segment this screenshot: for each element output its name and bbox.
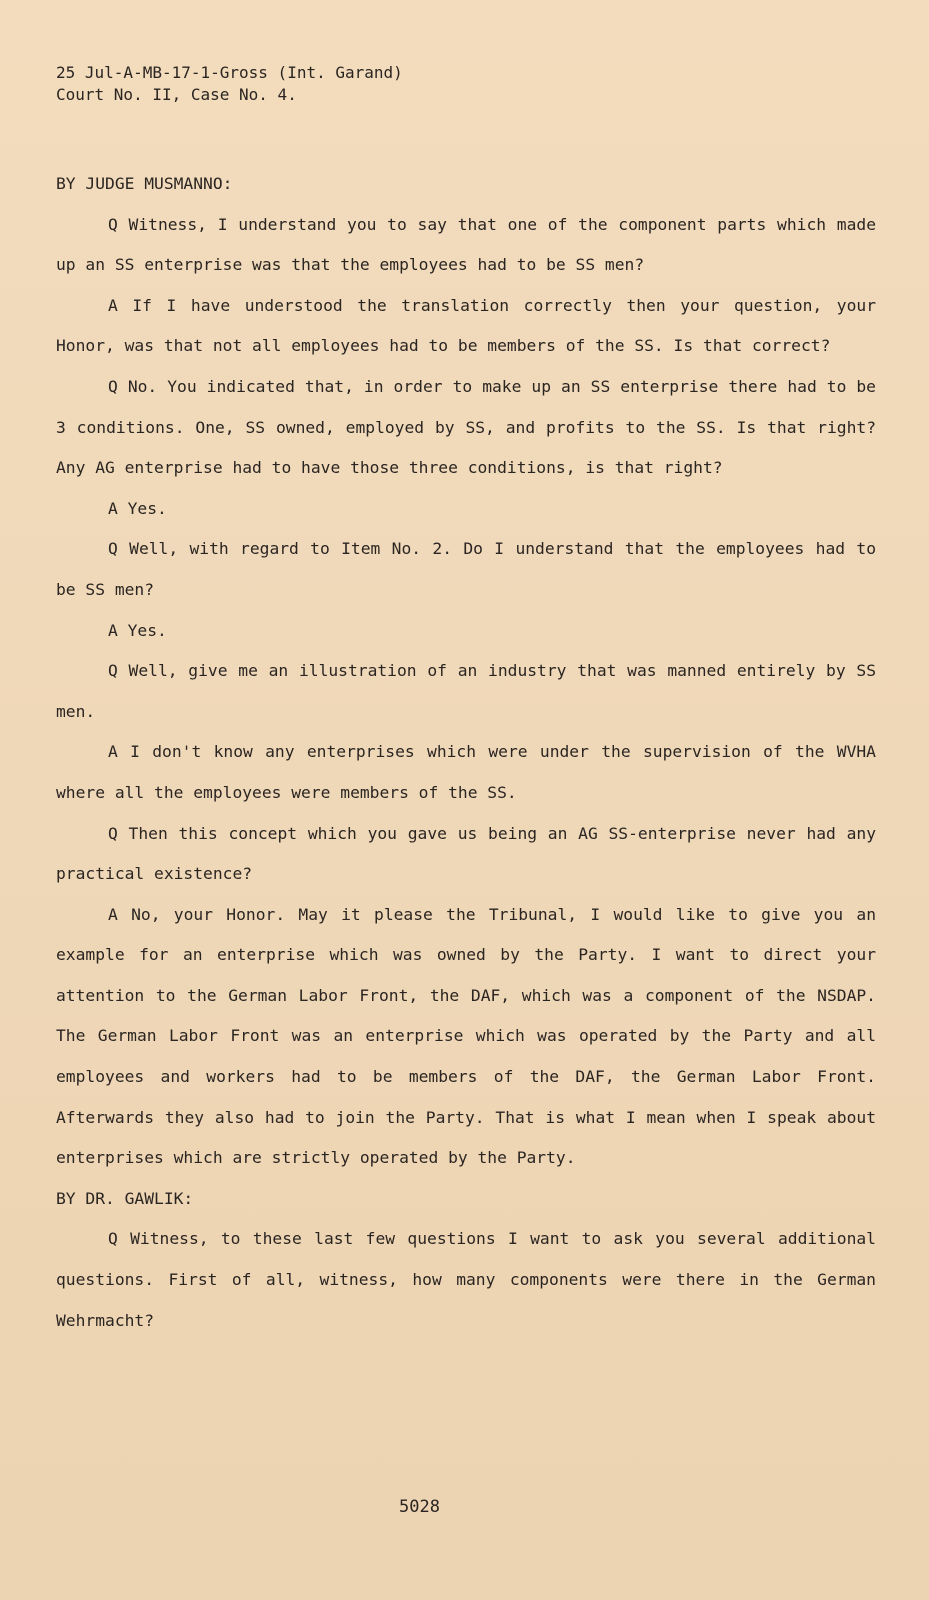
page-number	[0, 1497, 929, 1517]
transcript-paragraph: A If I have understood the translation correctly then your question, your Honor, was that not all employees had to be members of the SS. Is that correct?	[56, 295, 876, 356]
document-header	[56, 62, 403, 106]
transcript-paragraph: A I don't know any enterprises which were under the supervision of the WVHA where all the employees were members of the SS.	[56, 742, 876, 802]
header-case-reference: 25 Jul-A-MB-17-1-Gross (Int. Garand)	[56, 63, 403, 82]
header-court-case: Court No. II, Case No. 4.	[56, 85, 297, 104]
transcript-paragraph: Q Witness, I understand you to say that one of the component parts which made up an SS enterprise was that the employees had to be SS men?	[56, 214, 876, 275]
transcript-body	[56, 164, 876, 1341]
transcript-paragraph: Q Well, give me an illustration of an industry that was manned entirely by SS men.	[56, 661, 876, 721]
transcript-paragraph: Q Well, with regard to Item No. 2. Do I understand that the employees had to be SS men?	[56, 539, 876, 599]
speaker-heading: BY JUDGE MUSMANNO:	[56, 174, 233, 193]
transcript-paragraph: A No, your Honor. May it please the Tribunal, I would like to give you an example for an enterprise which was owned by the Party. I want to direct your attention to the German Labor Front, the DAF, which was a component of the NSDAP. The German Labor Front was an enterprise which was operated by the Party and all employees and workers had to be members of the DAF, the German Labor Front. Afterwards they also had to join the Party. That is what I mean when I speak about enterprises which are strictly operated by the Party.	[56, 904, 876, 1168]
transcript-paragraph: A Yes.	[108, 620, 167, 640]
transcript-paragraph: Q Then this concept which you gave us being an AG SS-enterprise never had any practical existence?	[56, 823, 876, 884]
transcript-paragraph: Q No. You indicated that, in order to make up an SS enterprise there had to be 3 conditions. One, SS owned, employed by SS, and profits to the SS. Is that right? Any AG enterprise had to have those three conditions, is that right?	[56, 376, 876, 478]
transcript-paragraph: A Yes.	[108, 498, 167, 518]
speaker-heading: BY DR. GAWLIK:	[56, 1188, 194, 1208]
page-number-text: 5028	[399, 1497, 440, 1517]
transcript-paragraph: Q Witness, to these last few questions I want to ask you several additional questions. First of all, witness, how many components were there in the German Wehrmacht?	[56, 1229, 876, 1330]
